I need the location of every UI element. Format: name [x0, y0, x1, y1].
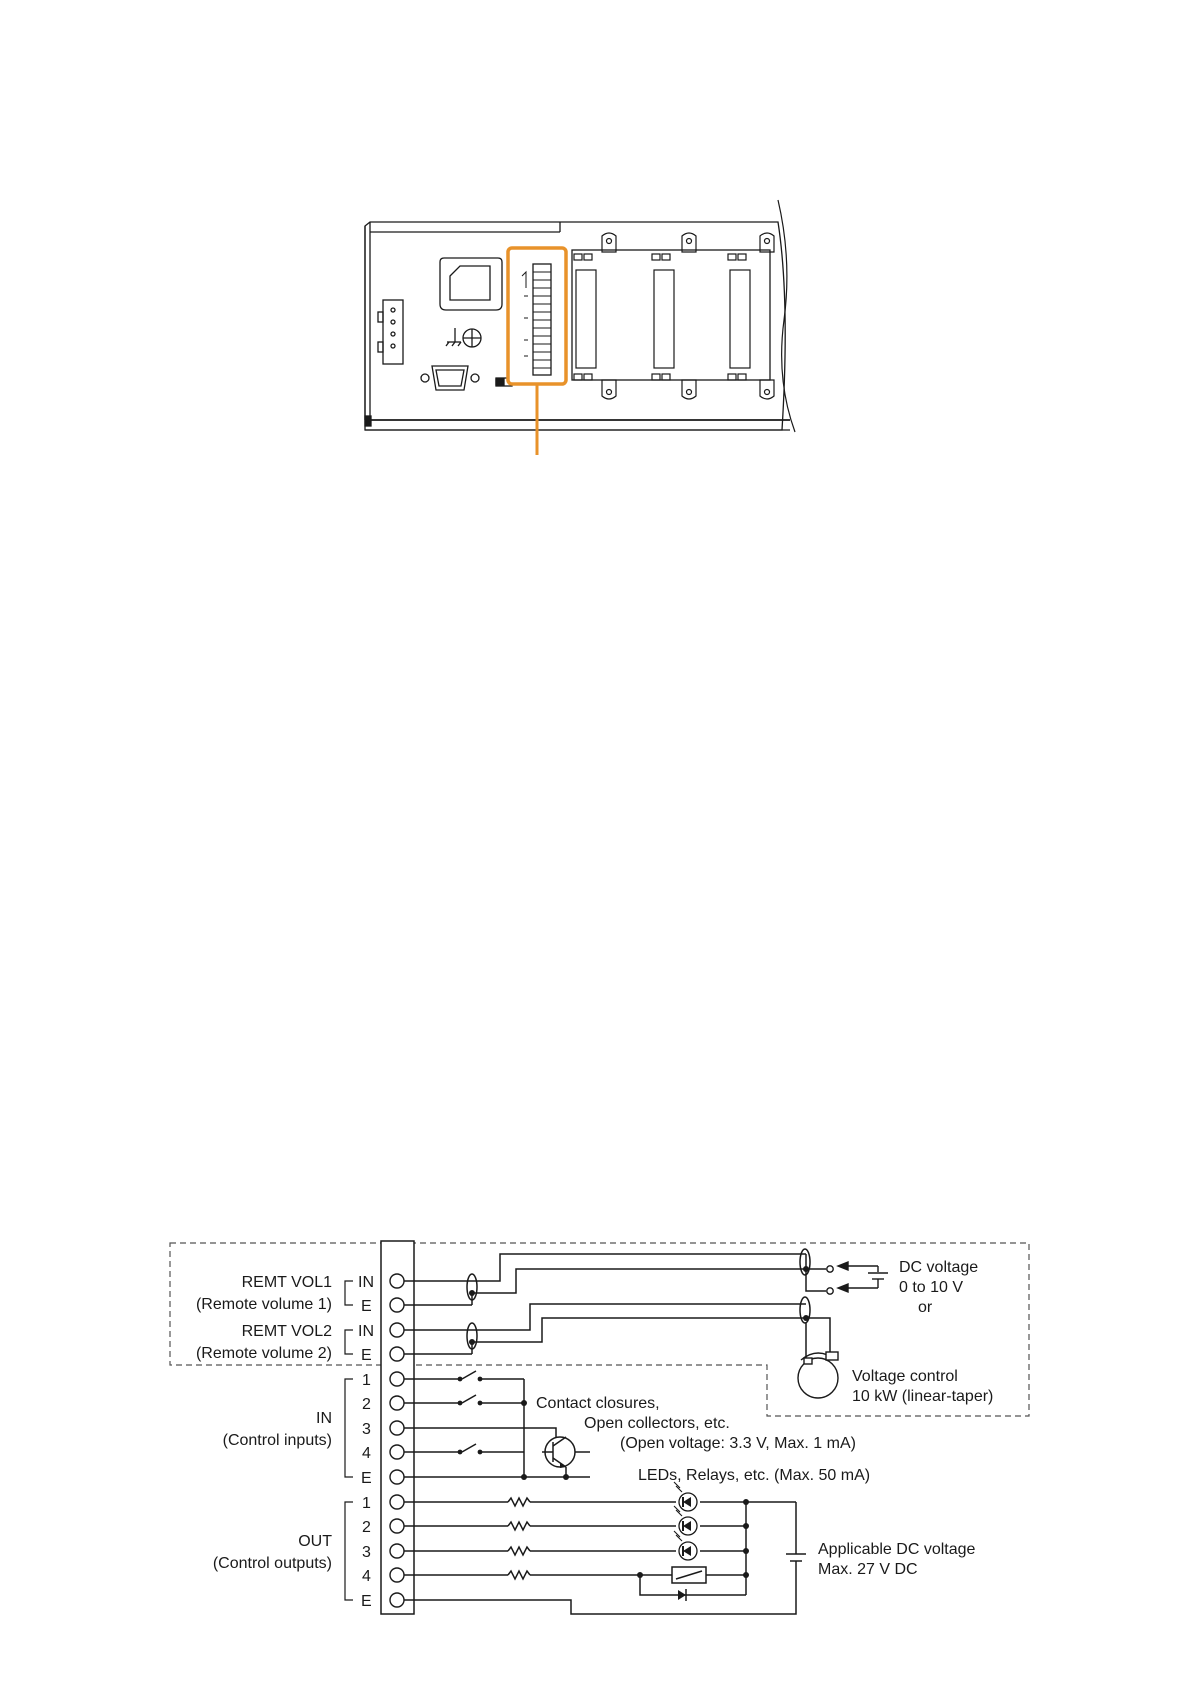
terminal-label: 1: [362, 1372, 371, 1389]
inputs-note-line2: Open collectors, etc.: [584, 1415, 730, 1432]
control-outputs-wiring: [404, 1498, 806, 1614]
voltage-control-spec: 10 kW (linear-taper): [852, 1388, 994, 1405]
supply-note-line2: Max. 27 V DC: [818, 1561, 918, 1578]
rear-panel-illustration: [365, 200, 795, 455]
inputs-note-line3: (Open voltage: 3.3 V, Max. 1 mA): [620, 1435, 856, 1452]
group-sub-remt-vol2: (Remote volume 2): [195, 1345, 332, 1362]
group-sub-out: (Control outputs): [212, 1555, 332, 1572]
terminal-label: 3: [362, 1421, 371, 1438]
terminal-label: 1: [362, 1495, 371, 1512]
group-label-out: OUT: [298, 1533, 332, 1550]
terminal-label: 3: [362, 1544, 371, 1561]
terminal-label: E: [361, 1470, 372, 1487]
terminal-label: E: [361, 1298, 372, 1315]
group-sub-in: (Control inputs): [222, 1432, 332, 1449]
terminal-label: 2: [362, 1396, 371, 1413]
control-inputs-wiring: [404, 1371, 590, 1477]
group-label-remt-vol1: REMT VOL1: [241, 1274, 332, 1291]
terminal-label: 4: [362, 1445, 371, 1462]
or-label: or: [918, 1299, 933, 1316]
group-sub-remt-vol1: (Remote volume 1): [195, 1296, 332, 1313]
terminal-labels: [358, 1274, 374, 1610]
group-brackets: [345, 1281, 353, 1600]
outputs-note: LEDs, Relays, etc. (Max. 50 mA): [638, 1467, 871, 1484]
group-label-in: IN: [316, 1410, 332, 1427]
remote-volume-wiring: [404, 1249, 830, 1372]
terminal-label: E: [361, 1347, 372, 1364]
voltage-control-label: Voltage control: [852, 1368, 958, 1385]
terminal-label: E: [361, 1593, 372, 1610]
led-icons: [674, 1482, 697, 1560]
dc-voltage-range: 0 to 10 V: [899, 1279, 964, 1296]
dc-voltage-label: DC voltage: [899, 1259, 979, 1276]
terminal-label: 2: [362, 1519, 371, 1536]
terminal-label: 4: [362, 1568, 371, 1585]
terminal-label: IN: [358, 1274, 374, 1291]
junction-dots: [469, 1266, 809, 1345]
wiring-diagram: [170, 1241, 1029, 1614]
inputs-note-line1: Contact closures,: [536, 1395, 660, 1412]
terminal-label: IN: [358, 1323, 374, 1340]
group-label-remt-vol2: REMT VOL2: [241, 1323, 332, 1340]
diode-icon: [678, 1590, 686, 1600]
potentiometer-icon: [798, 1352, 838, 1398]
dc-voltage-source: [827, 1262, 888, 1294]
supply-note-line1: Applicable DC voltage: [818, 1541, 976, 1558]
